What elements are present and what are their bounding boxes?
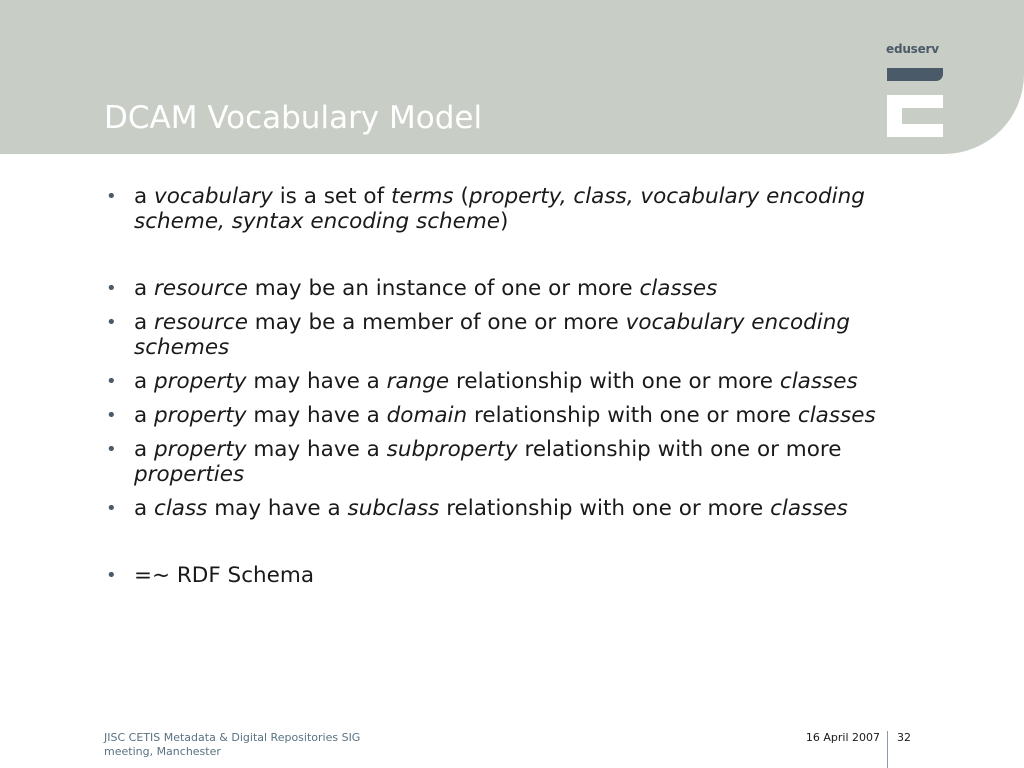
bullet-item xyxy=(104,403,924,428)
bullet-glyph: • xyxy=(106,405,117,426)
bullet-glyph: • xyxy=(106,565,117,586)
bullet-emphasis: subproperty xyxy=(386,437,518,462)
bullet-emphasis: subclass xyxy=(347,496,440,521)
bullet-emphasis: classes xyxy=(639,276,718,301)
bullet-emphasis: domain xyxy=(386,403,468,428)
bullet-text: relationship with one or more xyxy=(449,369,780,394)
bullet-emphasis: resource xyxy=(154,276,248,301)
bullet-text: relationship with one or more xyxy=(517,437,842,462)
footer-divider xyxy=(887,731,888,768)
bullet-text: a xyxy=(134,276,155,301)
bullet-emphasis: property xyxy=(154,369,247,394)
eduserv-logo xyxy=(886,42,944,138)
bullet-text: ) xyxy=(500,209,509,234)
bullet-text: may be an instance of one or more xyxy=(247,276,640,301)
bullet-text: relationship with one or more xyxy=(439,496,771,521)
logo-e-mark-icon xyxy=(887,95,943,137)
bullet-glyph: • xyxy=(106,498,117,519)
bullet-text: a xyxy=(134,403,155,428)
bullet-emphasis: classes xyxy=(797,403,876,428)
bullet-emphasis: property xyxy=(154,437,247,462)
bullet-emphasis: vocabulary xyxy=(154,184,273,209)
bullet-glyph: • xyxy=(106,312,117,333)
bullet-text: is a set of xyxy=(272,184,391,209)
page-number: 32 xyxy=(897,731,911,744)
bullet-item xyxy=(104,184,924,234)
logo-wordmark: eduserv xyxy=(886,42,939,56)
bullet-glyph: • xyxy=(106,371,117,392)
bullet-item xyxy=(104,276,924,301)
bullet-emphasis: classes xyxy=(770,496,848,521)
bullet-text: may have a xyxy=(246,437,387,462)
bullet-emphasis: vocabulary encoding schemes xyxy=(134,310,851,360)
bullet-emphasis: terms xyxy=(390,184,454,209)
footer-event: JISC CETIS Metadata & Digital Repositories SIG meeting, Manchester xyxy=(104,731,361,758)
bullet-text: may have a xyxy=(246,403,387,428)
bullet-glyph: • xyxy=(106,278,117,299)
bullet-text: =~ RDF Schema xyxy=(134,563,314,588)
bullet-text: relationship with one or more xyxy=(467,403,798,428)
bullet-item xyxy=(104,369,924,394)
bullet-emphasis: resource xyxy=(154,310,248,335)
bullet-list xyxy=(104,184,924,597)
bullet-emphasis: property, class, vocabulary encoding scheme, syntax encoding scheme xyxy=(134,184,865,234)
bullet-text: may be a member of one or more xyxy=(247,310,626,335)
bullet-item xyxy=(104,310,924,360)
bullet-text: a xyxy=(134,496,155,521)
bullet-text: a xyxy=(134,184,155,209)
bullet-emphasis: property xyxy=(154,403,247,428)
bullet-item xyxy=(104,496,924,521)
bullet-emphasis: range xyxy=(386,369,450,394)
bullet-text: may have a xyxy=(207,496,348,521)
footer-date: 16 April 2007 xyxy=(805,731,880,744)
bullet-text: a xyxy=(134,310,155,335)
bullet-glyph: • xyxy=(106,439,117,460)
bullet-emphasis: classes xyxy=(779,369,858,394)
bullet-glyph: • xyxy=(106,186,117,207)
logo-bar-icon xyxy=(887,68,943,81)
bullet-text: ( xyxy=(453,184,469,209)
bullet-text: may have a xyxy=(246,369,387,394)
bullet-emphasis: properties xyxy=(134,462,245,487)
bullet-item xyxy=(104,563,924,588)
bullet-text: a xyxy=(134,437,155,462)
slide-title: DCAM Vocabulary Model xyxy=(104,100,483,136)
bullet-item xyxy=(104,437,924,487)
bullet-text: a xyxy=(134,369,155,394)
bullet-emphasis: class xyxy=(154,496,208,521)
